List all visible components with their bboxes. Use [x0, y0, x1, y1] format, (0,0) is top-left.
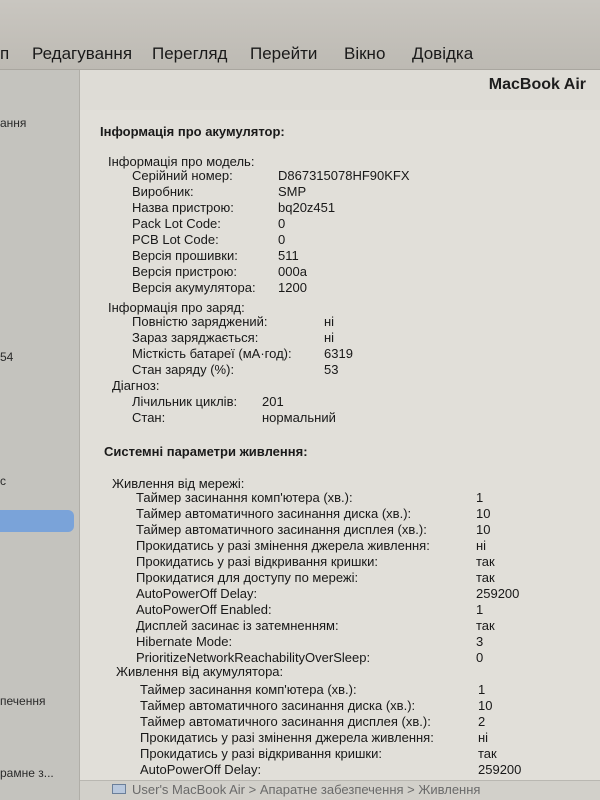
row-value: 1	[476, 490, 484, 505]
row-value: 1	[478, 682, 486, 697]
row-label: Зараз заряджається:	[132, 330, 259, 345]
row-label: PCB Lot Code:	[132, 232, 219, 247]
menu-edit[interactable]: Редагування	[32, 44, 133, 63]
row-value: 6319	[324, 346, 353, 361]
row-value: bq20z451	[278, 200, 336, 215]
laptop-icon	[112, 784, 126, 794]
row-value: 3	[476, 634, 484, 649]
ac-power-label: Живлення від мережі:	[112, 476, 245, 491]
row-value: так	[478, 746, 497, 761]
sidebar-item[interactable]: с	[0, 474, 6, 488]
row-value: 2	[478, 714, 486, 729]
menu-help[interactable]: Довідка	[412, 44, 474, 63]
row-value: ні	[478, 730, 489, 745]
row-value: 10	[476, 506, 491, 521]
battery-power-label: Живлення від акумулятора:	[116, 664, 284, 679]
battery-section-title: Інформація про акумулятор:	[100, 124, 285, 139]
power-section-title: Системні параметри живлення:	[104, 444, 308, 459]
row-label: AutoPowerOff Enabled:	[136, 602, 272, 617]
row-label: Таймер автоматичного засинання дисплея (хв.):	[140, 714, 431, 729]
row-value: ні	[324, 314, 335, 329]
row-label: Прокидатись у разі відкривання кришки:	[136, 554, 378, 569]
row-label: Таймер автоматичного засинання диска (хв.):	[140, 698, 416, 713]
row-label: Виробник:	[132, 184, 194, 199]
row-value: так	[476, 554, 495, 569]
row-label: Назва пристрою:	[132, 200, 234, 215]
row-value: 0	[278, 216, 286, 231]
row-label: Прокидатись у разі відкривання кришки:	[140, 746, 382, 761]
row-value: 10	[476, 522, 491, 537]
sidebar	[0, 70, 80, 800]
row-value: ні	[324, 330, 335, 345]
row-label: Таймер автоматичного засинання дисплея (хв.):	[136, 522, 427, 537]
row-value: так	[476, 570, 495, 585]
row-label: Версія прошивки:	[132, 248, 238, 263]
row-label: Місткість батареї (мА·год):	[132, 346, 292, 361]
menu-go[interactable]: Перейти	[250, 44, 318, 63]
row-label: Лічильник циклів:	[132, 394, 238, 409]
sidebar-item[interactable]: печення	[0, 694, 46, 708]
row-value: ні	[476, 538, 487, 553]
sidebar-item[interactable]: рамне з...	[0, 766, 54, 780]
menu-view[interactable]: Перегляд	[152, 44, 228, 63]
window-title: MacBook Air	[488, 76, 586, 93]
sidebar-item-power-selected[interactable]	[0, 510, 74, 532]
row-label: Таймер автоматичного засинання диска (хв.):	[136, 506, 412, 521]
row-value: 0	[476, 650, 484, 665]
menu-bar	[0, 0, 600, 70]
row-value: 0	[278, 232, 286, 247]
row-label: Таймер засинання комп'ютера (хв.):	[136, 490, 353, 505]
row-label: PrioritizeNetworkReachabilityOverSleep:	[136, 650, 371, 665]
row-value: 000a	[278, 264, 307, 279]
row-label: Hibernate Mode:	[136, 634, 233, 649]
row-label: Повністю заряджений:	[132, 314, 268, 329]
row-label: Таймер засинання комп'ютера (хв.):	[140, 682, 357, 697]
row-label: Pack Lot Code:	[132, 216, 221, 231]
row-label: Стан:	[132, 410, 166, 425]
row-value: 259200	[478, 762, 522, 777]
row-value: 53	[324, 362, 339, 377]
menu-app[interactable]: п	[0, 44, 10, 63]
breadcrumb[interactable]: User's MacBook Air > Апаратне забезпечення > Живлення	[132, 782, 481, 797]
menu-window[interactable]: Вікно	[344, 44, 386, 63]
sidebar-item[interactable]: 54	[0, 350, 14, 364]
row-value: SMP	[278, 184, 307, 199]
row-value: так	[476, 618, 495, 633]
row-label: Прокидатись у разі змінення джерела живлення:	[140, 730, 434, 745]
row-value: 511	[278, 248, 299, 263]
row-label: AutoPowerOff Delay:	[136, 586, 258, 601]
model-info-label: Інформація про модель:	[108, 154, 255, 169]
row-value: 201	[262, 394, 284, 409]
row-label: Прокидатися для доступу по мережі:	[136, 570, 359, 585]
row-label: Версія акумулятора:	[132, 280, 256, 295]
row-label: Прокидатись у разі змінення джерела живлення:	[136, 538, 430, 553]
row-label: Версія пристрою:	[132, 264, 237, 279]
row-value: 259200	[476, 586, 520, 601]
row-label: Серійний номер:	[132, 168, 233, 183]
row-value: 1	[476, 602, 484, 617]
row-label: AutoPowerOff Delay:	[140, 762, 262, 777]
row-value: нормальний	[262, 410, 336, 425]
row-value: 10	[478, 698, 493, 713]
charge-info-label: Інформація про заряд:	[108, 300, 245, 315]
row-label: Стан заряду (%):	[132, 362, 235, 377]
row-value: D867315078HF90KFX	[278, 168, 410, 183]
row-label: Дисплей засинає із затемненням:	[136, 618, 339, 633]
sidebar-item[interactable]: ання	[0, 116, 27, 130]
diagnosis-label: Діагноз:	[112, 378, 160, 393]
row-value: 1200	[278, 280, 307, 295]
